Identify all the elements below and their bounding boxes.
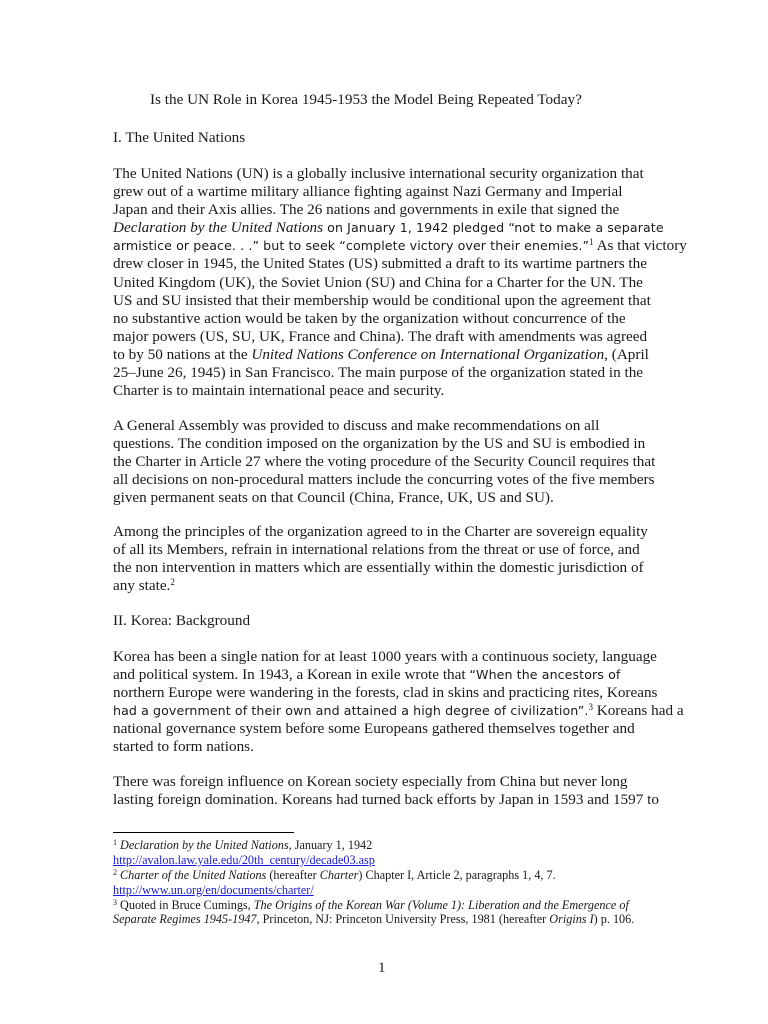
text-span: , January 1, 1942 [288, 838, 373, 852]
italic-title: Separate Regimes 1945-1947 [113, 912, 257, 927]
text-span: and political system. In 1943, a Korean in exile wrote that [113, 666, 470, 684]
text-line: major powers (US, SU, UK, France and China). The draft with amendments was agreed [113, 327, 648, 345]
text-line: drew closer in 1945, the United States (US) submitted a draft to its wartime partners the [113, 255, 647, 273]
text-span: Quoted in Bruce Cumings, [117, 897, 254, 912]
italic-title: Charter of the United Nations [120, 867, 267, 882]
text-line: questions. The condition imposed on the organization by the US and SU is embodied in [113, 435, 646, 453]
footnote-number: 2 [113, 867, 117, 877]
quoted-text: armistice or peace. . .” but to seek “complete victory over their enemies.” [113, 238, 590, 254]
footnote-2 [113, 868, 634, 883]
text-line: Charter is to maintain international peace and security. [113, 382, 445, 400]
footnote-1-link-line [113, 853, 634, 868]
footnote-2-link[interactable]: http://www.un.org/en/documents/charter/ [113, 882, 314, 897]
page-title: Is the UN Role in Korea 1945-1953 the Model Being Repeated Today? [150, 91, 582, 108]
italic-title: The Origins of the Korean War (Volume 1): Liberation and the Emergence of [253, 897, 629, 912]
footnote-3 [113, 898, 634, 913]
text-line [113, 702, 684, 720]
text-line: national governance system before some Europeans gathered themselves together and [113, 720, 635, 738]
italic-title: Declaration by the United Nations [113, 219, 324, 237]
text-span: , Princeton, NJ: Princeton University Press, 1981 (hereafter [256, 912, 550, 927]
section-heading-united-nations: I. The United Nations [113, 129, 246, 146]
text-span: , (April [604, 345, 649, 363]
text-line: lasting foreign domination. Koreans had turned back efforts by Japan in 1593 and 1597 to [113, 791, 659, 809]
text-span: ) p. 106. [593, 912, 635, 927]
italic-title: United Nations Conference on International Organization [251, 345, 605, 363]
text-span: Koreans had a [592, 702, 684, 720]
text-line: 25–June 26, 1945) in San Francisco. The main purpose of the organization stated in the [113, 364, 644, 382]
footnote-1-link[interactable]: http://avalon.law.yale.edu/20th_century/decade03.asp [113, 852, 375, 867]
text-line: all decisions on non-procedural matters include the concurring votes of the five members [113, 471, 655, 489]
quoted-text: “When the ancestors of [469, 667, 621, 683]
footnote-2-link-line [113, 883, 634, 898]
quoted-text: had a government of their own and attained a high degree of civilization”. [113, 703, 589, 719]
footnote-3-cont [113, 912, 634, 927]
footnotes [113, 838, 634, 927]
text-span: ) Chapter I, Article 2, paragraphs 1, 4, 7. [358, 867, 556, 882]
text-line: of all its Members, refrain in international relations from the threat or use of force, and [113, 541, 640, 559]
italic-title: Origins I [549, 912, 594, 927]
paragraph-1 [113, 165, 687, 400]
footnote-divider [113, 832, 294, 833]
text-line: United Kingdom (UK), the Soviet Union (SU) and China for a Charter for the UN. The [113, 273, 643, 291]
footnote-number: 1 [113, 838, 117, 847]
text-line: the non intervention in matters which are essentially within the domestic jurisdiction of [113, 559, 644, 577]
text-line [113, 666, 658, 684]
text-span: As that victory [593, 237, 687, 255]
paragraph-2 [113, 417, 658, 507]
text-line: Among the principles of the organization agreed to in the Charter are sovereign equality [113, 523, 648, 540]
text-line: no substantive action would be taken by the organization without concurrence of the [113, 309, 626, 327]
text-span: (hereafter [266, 867, 320, 882]
text-line: northern Europe were wandering in the forests, clad in skins and practicing rites, Koreans [113, 684, 658, 702]
text-span: to by 50 nations at the [113, 345, 252, 363]
text-line: A General Assembly was provided to discuss and make recommendations on all [113, 417, 600, 434]
text-line: grew out of a wartime military alliance fighting against Nazi Germany and Imperial [113, 183, 623, 201]
text-line [113, 219, 664, 237]
italic-title: Charter [319, 867, 359, 882]
text-line: the Charter in Article 27 where the voting procedure of the Security Council requires that [113, 453, 656, 471]
text-line: The United Nations (UN) is a globally inclusive international security organization that [113, 165, 644, 182]
text-line: given permanent seats on that Council (China, France, UK, US and SU). [113, 489, 554, 507]
text-line: US and SU insisted that their membership would be conditional upon the agreement that [113, 291, 651, 309]
italic-title: Declaration by the United Nations [120, 838, 289, 852]
footnote-number: 3 [113, 897, 117, 907]
text-span: any state. [113, 577, 171, 595]
text-line: There was foreign influence on Korean society especially from China but never long [113, 773, 628, 790]
footnote-ref: 1 [589, 237, 594, 248]
text-line [113, 237, 687, 255]
paragraph-4 [113, 648, 684, 757]
text-line: started to form nations. [113, 738, 254, 756]
footnote-ref: 2 [170, 577, 175, 588]
section-heading-korea-background: II. Korea: Background [113, 612, 251, 629]
text-line: Korea has been a single nation for at least 1000 years with a continuous society, language [113, 648, 657, 665]
text-line: Japan and their Axis allies. The 26 nations and governments in exile that signed the [113, 201, 620, 219]
text-line [113, 577, 658, 595]
text-line [113, 346, 658, 364]
paragraph-5 [113, 773, 658, 809]
page-number: 1 [378, 960, 386, 976]
paragraph-3 [113, 523, 658, 595]
footnote-1 [113, 838, 634, 853]
quoted-text: on January 1, 1942 pledged “not to make a separate [323, 220, 664, 236]
footnote-ref: 3 [588, 702, 593, 713]
